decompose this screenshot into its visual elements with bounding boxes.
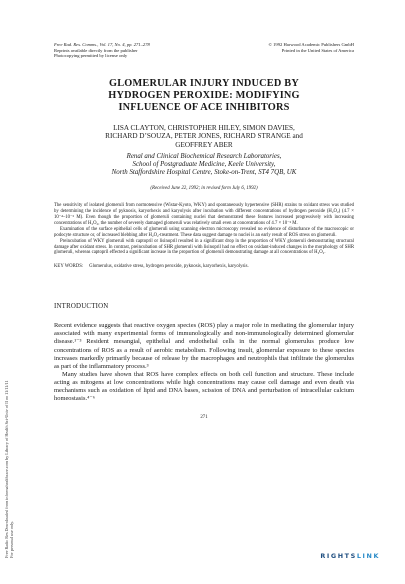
photocopy-note: Photocopying permitted by license only: [54, 53, 128, 59]
author-line: LISA CLAYTON, CHRISTOPHER HILEY, SIMON DAVIES,: [113, 124, 295, 132]
publisher-info: [204, 42, 354, 53]
title-line: INFLUENCE OF ACE INHIBITORS: [118, 102, 290, 113]
page-number: 271: [200, 415, 208, 421]
affiliation-line: North Staffordshire Hospital Centre, Stoke-on-Trent, ST4 7QB, UK: [111, 169, 297, 177]
title-line: HYDROGEN PEROXIDE: MODIFYING: [108, 90, 300, 101]
section-heading-introduction: INTRODUCTION: [54, 303, 109, 311]
author-line: RICHARD D’SOUZA, PETER JONES, RICHARD STRANGE and: [105, 132, 303, 141]
received-dates: (Received June 22, 1992; in revised form July 6, 1992): [150, 186, 258, 192]
title-line: GLOMERULAR INJURY INDUCED BY: [109, 78, 299, 89]
watermark-line-2: For personal use only.: [9, 521, 14, 558]
journal-info: [54, 42, 204, 59]
logo-text-link: LINK: [356, 552, 380, 560]
watermark-line-1: Free Radic Res Downloaded from informahealthcare.com by Library of Health Sci-Univ of Il on 11/11/11: [4, 380, 9, 558]
abstract-paragraph: Preincubation of WKY glomeruli with captopril or lisinopril resulted in a significant drop in the proportion of WKY glomeruli demonstrating structural damage after oxidant stress. In contrast, preincubation of SHR glomeruli with lisinopril had no effect on oxidant-induced changes in the morphology of SHR glomeruli, whereas captopril effected a significant increase in the proportion of glomeruli demonstrating damage at all concentrations of H₂O₂.: [54, 238, 354, 256]
printed-line: Printed in the United States of America: [281, 47, 354, 53]
logo-text-rights: RIGHTS: [320, 552, 357, 560]
introduction-body: [54, 322, 354, 403]
abstract-paragraph: The sensitivity of isolated glomeruli from normotensive (Wistar-Kyoto, WKY) and spontaneously hypertensive (SHR) strains to oxidant stress was studied by determining the incidence of pyknosis, karyorhexis and karyolysis after incubation with different concentrations of hydrogen peroxide (H₂O₂) (4.7 × 10⁻⁴–10⁻³ M). Even though the proportion of glomeruli containing nuclei that demonstrated these features increased progressively with increasing concentrations of H₂O₂, the number of severely damaged glomeruli was relatively small even at concentrations of 4.7 × 10⁻³ M.: [54, 203, 354, 226]
copyright-line: © 1992 Harwood Academic Publishers GmbH: [268, 42, 354, 47]
reprints-note: Reprints available directly from the publisher: [54, 47, 138, 53]
author-list: [54, 124, 354, 149]
article-page: [54, 42, 354, 420]
download-watermark: [2, 120, 16, 560]
body-paragraph: Many studies have shown that ROS have complex effects on both cell function and structure. These include acting as mitogens at low concentrations while high concentrations may cause cell damage and even death via mechanisms such as oxidation of lipid and DNA bases, scission of DNA and perturbation of intracellular calcium homeostasis.⁴⁻⁶: [54, 370, 354, 403]
keywords: [54, 264, 354, 270]
article-title: [54, 78, 354, 114]
rightslink-logo[interactable]: [320, 552, 380, 560]
keywords-text: Glomerulus, oxidative stress, hydrogen peroxide, pyknosis, karyorhexis, karyolysis.: [89, 264, 249, 270]
abstract: [54, 203, 354, 256]
keywords-label: KEY WORDS:: [54, 264, 84, 270]
abstract-paragraph: Examination of the surface epithelial cells of glomeruli using scanning electron microscopy revealed no evidence of disturbance of the macroscopic or podocyte structure or, of increased blebbing after H₂O₂-treatment. These data suggest damage to nuclei is an early result of ROS stress on glomeruli.: [54, 226, 354, 238]
author-line: GEOFFREY ABER: [175, 140, 233, 149]
affiliation: [54, 153, 354, 177]
running-header: [54, 42, 354, 68]
affiliation-line: School of Postgraduate Medicine, Keele University,: [132, 161, 276, 169]
journal-citation: Free Rad. Res. Comms., Vol. 17, No. 4, pp. 271–278: [54, 42, 150, 47]
body-paragraph: Recent evidence suggests that reactive oxygen species (ROS) play a major role in mediating the glomerular injury associated with many experimental forms of immunologically and non-immunologically determined glomerular disease.¹⁻³ Resident mesangial, epithelial and endothelial cells in the normal glomerulus produce low concentrations of ROS as a result of aerobic metabolism. Following insult, glomerular exposure to these species increases markedly primarily because of release by the macrophages and neutrophils that infiltrate the glomerulus as part of the inflammatory process.³: [54, 322, 354, 370]
affiliation-line: Renal and Clinical Biochemical Research Laboratories,: [126, 153, 282, 161]
